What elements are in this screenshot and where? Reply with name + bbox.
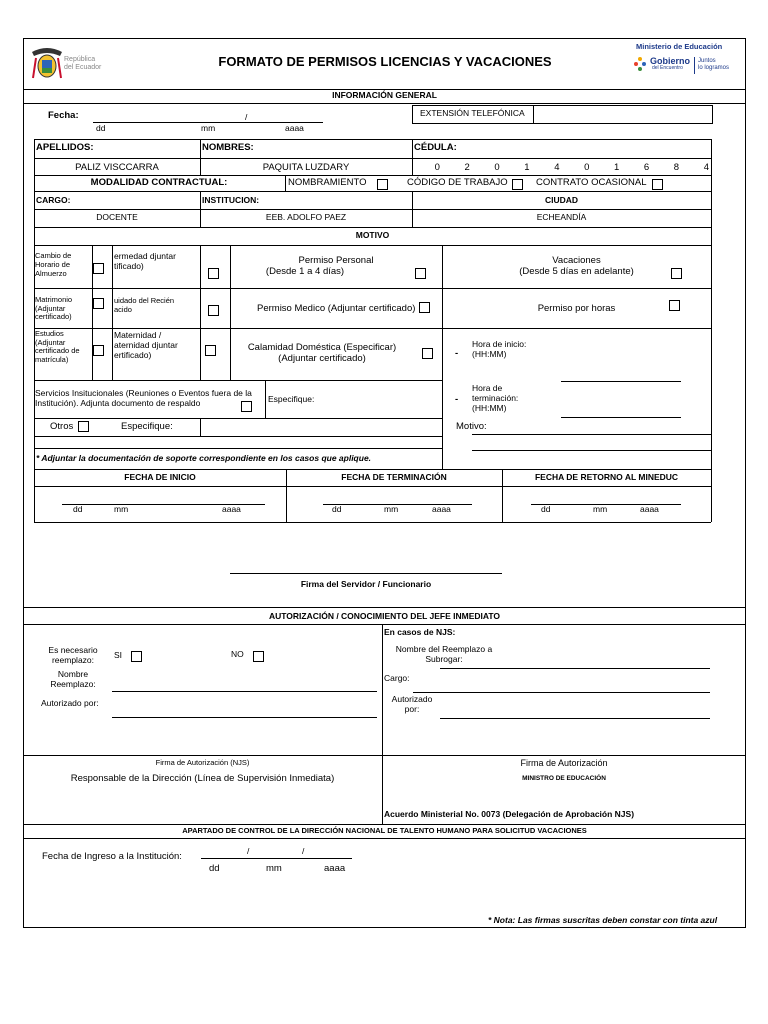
cargo-label: CARGO: xyxy=(36,195,71,205)
gob-slogan1: Juntos xyxy=(698,58,716,64)
cuidado-recien-checkbox[interactable] xyxy=(208,305,219,316)
firma-njs-label: Firma de Autorización (NJS) xyxy=(155,758,250,767)
ministry-logo xyxy=(630,43,742,83)
fecha-retorno-header: FECHA DE RETORNO AL MINEDUC xyxy=(534,472,679,482)
permiso-horas-label: Permiso por horas xyxy=(537,303,616,314)
codigo-trabajo-label: CÓDIGO DE TRABAJO xyxy=(407,177,508,188)
cedula-digit: 4 xyxy=(703,162,709,173)
casos-njs-label: En casos de NJS: xyxy=(384,627,456,637)
hora-inicio-label: Hora de inicio: (HH:MM) xyxy=(472,339,527,360)
apellidos-value[interactable]: PALIZ VISCCARRA xyxy=(75,162,159,173)
cargo-value[interactable]: DOCENTE xyxy=(96,212,138,222)
cargo-njs-label: Cargo: xyxy=(384,673,410,683)
cedula-digit: 0 xyxy=(584,162,590,173)
cuidado-recien-label: uidado del Recién acido xyxy=(114,296,175,314)
otros-checkbox[interactable] xyxy=(78,421,89,432)
contrato-ocasional-label: CONTRATO OCASIONAL xyxy=(536,177,647,188)
nota-firmas: * Nota: Las firmas suscritas deben constar con tinta azul xyxy=(488,915,718,925)
motivo-label: Motivo: xyxy=(456,421,487,432)
ciudad-value[interactable]: ECHEANDÍA xyxy=(536,212,587,222)
institucion-value[interactable]: EEB. ADOLFO PAEZ xyxy=(265,212,347,222)
vacaciones-1: Vacaciones xyxy=(552,255,601,266)
autorizado-por-label: Autorizado por: xyxy=(41,698,99,708)
matrimonio-checkbox[interactable] xyxy=(93,298,104,309)
nombramiento-label: NOMBRAMIENTO xyxy=(288,177,367,188)
extension-input[interactable] xyxy=(533,105,713,124)
otros-label: Otros xyxy=(50,421,74,432)
servicios-label: Servicios Insitucionales (Reuniones o Eventos fuera de la Institución). Adjunta documento de respaldo xyxy=(35,388,252,409)
permiso-medico-label: Permiso Medico (Adjuntar certificado) xyxy=(257,303,416,314)
hora-terminacion-label: Hora de terminación: (HH:MM) xyxy=(472,383,519,414)
gob-line2: del Encuentro xyxy=(652,65,683,71)
fecha-ingreso-label: Fecha de Ingreso a la Institución: xyxy=(42,851,182,862)
republic-line2: del Ecuador xyxy=(64,64,102,71)
section-informacion-general: INFORMACIÓN GENERAL xyxy=(332,90,437,100)
nota-soporte: * Adjuntar la documentación de soporte correspondiente en los casos que aplique. xyxy=(36,453,372,463)
section-motivo: MOTIVO xyxy=(355,230,390,240)
reemplazo-no-checkbox[interactable] xyxy=(253,651,264,662)
cambio-horario-label: Cambio de Horario de Almuerzo xyxy=(35,251,72,278)
institucion-label: INSTITUCION: xyxy=(202,195,260,205)
ecuador-logo xyxy=(30,44,120,84)
fecha-label: Fecha: xyxy=(48,110,79,121)
cedula-digit: 6 xyxy=(643,162,650,173)
autorizado-por-njs-field[interactable] xyxy=(440,718,710,719)
hora-terminacion-field[interactable] xyxy=(561,417,681,418)
si-label: SI xyxy=(114,650,123,660)
cedula-digit: 0 xyxy=(494,162,500,173)
enfermedad-label: ermedad djuntar tificado) xyxy=(114,251,176,272)
fecha-terminacion-header: FECHA DE TERMINACIÓN xyxy=(341,472,447,482)
maternidad-label: Maternidad / aternidad djuntar ertificado) xyxy=(114,330,178,361)
firma-servidor-label: Firma del Servidor / Funcionario xyxy=(300,579,432,589)
calamidad-checkbox[interactable] xyxy=(422,348,433,359)
hora-inicio-field[interactable] xyxy=(561,381,681,382)
cedula-digit: 0 xyxy=(434,162,440,173)
matrimonio-label: Matrimonio (Adjuntar certificado) xyxy=(35,295,73,322)
acuerdo-label: Acuerdo Ministerial No. 0073 (Delegación de Aprobación NJS) xyxy=(384,809,635,819)
nombramiento-checkbox[interactable] xyxy=(377,179,388,190)
responsable-label: Responsable de la Dirección (Línea de Supervisión Inmediata) xyxy=(70,773,335,784)
calamidad-2: (Adjuntar certificado) xyxy=(278,353,366,364)
form-title: FORMATO DE PERMISOS LICENCIAS Y VACACIONES xyxy=(218,54,552,69)
nombres-label: NOMBRES: xyxy=(202,142,254,153)
nombre-subrogar-field[interactable] xyxy=(440,668,710,669)
servicios-checkbox[interactable] xyxy=(241,401,252,412)
ministro-label: MINISTRO DE EDUCACIÓN xyxy=(522,775,606,782)
estudios-checkbox[interactable] xyxy=(93,345,104,356)
es-necesario-label: Es necesario reemplazo: xyxy=(48,645,98,666)
motivo-field-2[interactable] xyxy=(472,450,711,451)
vacaciones-checkbox[interactable] xyxy=(671,268,682,279)
autorizado-por-field[interactable] xyxy=(112,717,377,718)
permiso-personal-1: Permiso Personal xyxy=(298,255,374,266)
fecha-inicio-header: FECHA DE INICIO xyxy=(124,472,196,482)
calamidad-1: Calamidad Doméstica (Especificar) xyxy=(247,342,397,353)
maternidad-checkbox[interactable] xyxy=(205,345,216,356)
permiso-personal-checkbox[interactable] xyxy=(415,268,426,279)
cedula-digit: 1 xyxy=(524,162,530,173)
contrato-ocasional-checkbox[interactable] xyxy=(652,179,663,190)
cedula-digit: 2 xyxy=(464,162,470,173)
nombre-reemplazo-field[interactable] xyxy=(112,691,377,692)
reemplazo-si-checkbox[interactable] xyxy=(131,651,142,662)
otros-especifique-label: Especifique: xyxy=(121,421,173,432)
enfermedad-checkbox[interactable] xyxy=(208,268,219,279)
section-autorizacion: AUTORIZACIÓN / CONOCIMIENTO DEL JEFE INMEDIATO xyxy=(268,611,501,621)
no-label: NO xyxy=(231,649,244,659)
gob-slogan2: lo logramos xyxy=(698,65,730,71)
cambio-horario-checkbox[interactable] xyxy=(93,263,104,274)
nombre-subrogar-label: Nombre del Reemplazo a Subrogar: xyxy=(395,644,493,665)
gob-line1: Gobierno xyxy=(650,56,690,66)
modalidad-label: MODALIDAD CONTRACTUAL: xyxy=(90,177,228,188)
permiso-personal-2: (Desde 1 a 4 días) xyxy=(265,266,345,277)
permiso-horas-checkbox[interactable] xyxy=(669,300,680,311)
ministry-label: Ministerio de Educación xyxy=(636,42,723,51)
fecha-ingreso-field[interactable] xyxy=(201,858,352,859)
permiso-medico-checkbox[interactable] xyxy=(419,302,430,313)
cedula-label: CÉDULA: xyxy=(414,142,457,153)
republic-line1: República xyxy=(64,56,96,63)
servicios-especifique-label: Especifique: xyxy=(268,394,315,404)
section-control: APARTADO DE CONTROL DE LA DIRECCIÓN NACIONAL DE TALENTO HUMANO PARA SOLICITUD VACACIONES xyxy=(182,826,587,835)
coat-of-arms-icon xyxy=(30,44,64,82)
motivo-field-1[interactable] xyxy=(472,434,711,435)
estudios-label: Estudios (Adjuntar certificado de matrícula) xyxy=(35,329,80,364)
vacaciones-2: (Desde 5 días en adelante) xyxy=(519,266,634,277)
cedula-digit: 1 xyxy=(613,162,620,173)
nombre-reemplazo-label: Nombre Reemplazo: xyxy=(50,669,96,690)
codigo-trabajo-checkbox[interactable] xyxy=(512,179,523,190)
cargo-njs-field[interactable] xyxy=(413,692,710,693)
cedula-digit: 4 xyxy=(554,162,560,173)
apellidos-label: APELLIDOS: xyxy=(36,142,94,153)
nombres-value[interactable]: PAQUITA LUZDARY xyxy=(262,162,350,173)
ciudad-label: CIUDAD xyxy=(544,195,579,205)
cedula-digit: 8 xyxy=(673,162,680,173)
autorizado-por-njs-label: Autorizado por: xyxy=(391,694,433,715)
firma-autorizacion-label: Firma de Autorización xyxy=(520,758,608,768)
extension-label: EXTENSIÓN TELEFÓNICA xyxy=(420,108,525,118)
firma-servidor-line[interactable] xyxy=(230,573,502,574)
gob-star-icon xyxy=(632,55,648,73)
